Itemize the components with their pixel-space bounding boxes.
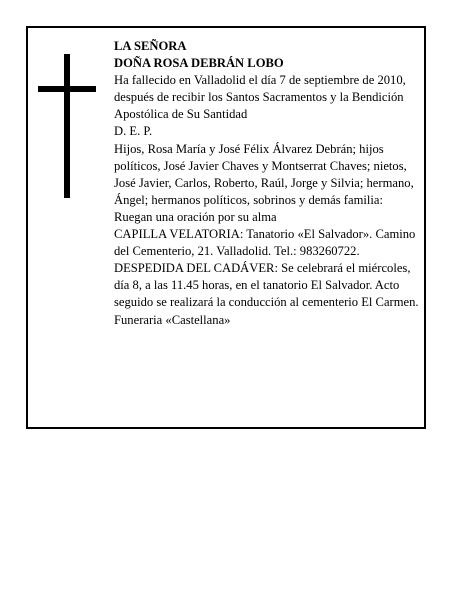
obituary-text-block bbox=[114, 38, 419, 329]
rip-abbreviation: D. E. P. bbox=[114, 124, 153, 139]
cross-vertical-bar bbox=[64, 54, 70, 198]
latin-cross-icon bbox=[38, 54, 96, 198]
notice-heading-title: LA SEÑORA bbox=[114, 39, 187, 53]
death-announcement-paragraph: Ha fallecido en Valladolid el día 7 de septiembre de 2010, después de recibir los Santos Sacramentos y la Bendición Apostólica de Su Santidad bbox=[114, 73, 406, 122]
cross-horizontal-bar bbox=[38, 86, 96, 92]
funeral-farewell-paragraph: DESPEDIDA DEL CADÁVER: Se celebrará el miércoles, día 8, a las 11.45 horas, en el tanatorio El Salvador. Acto seguido se realizará la conducción al cementerio El Carmen. bbox=[114, 261, 419, 310]
deceased-name: DOÑA ROSA DEBRÁN LOBO bbox=[114, 56, 284, 71]
funeral-home-line: Funeraria «Castellana» bbox=[114, 312, 231, 327]
family-list-paragraph: Hijos, Rosa María y José Félix Álvarez Debrán; hijos políticos, José Javier Chaves y Montserrat Chaves; nietos, José Javier, Carlos, Roberto, Raúl, Jorge y Silvia; hermano, Ángel; hermanos políticos, sobrinos y demás familia: bbox=[114, 141, 414, 207]
prayer-request-line: Ruegan una oración por su alma bbox=[114, 209, 277, 224]
chapel-info-paragraph: CAPILLA VELATORIA: Tanatorio «El Salvador». Camino del Cementerio, 21. Valladolid. Tel.: 983260722. bbox=[114, 227, 416, 259]
